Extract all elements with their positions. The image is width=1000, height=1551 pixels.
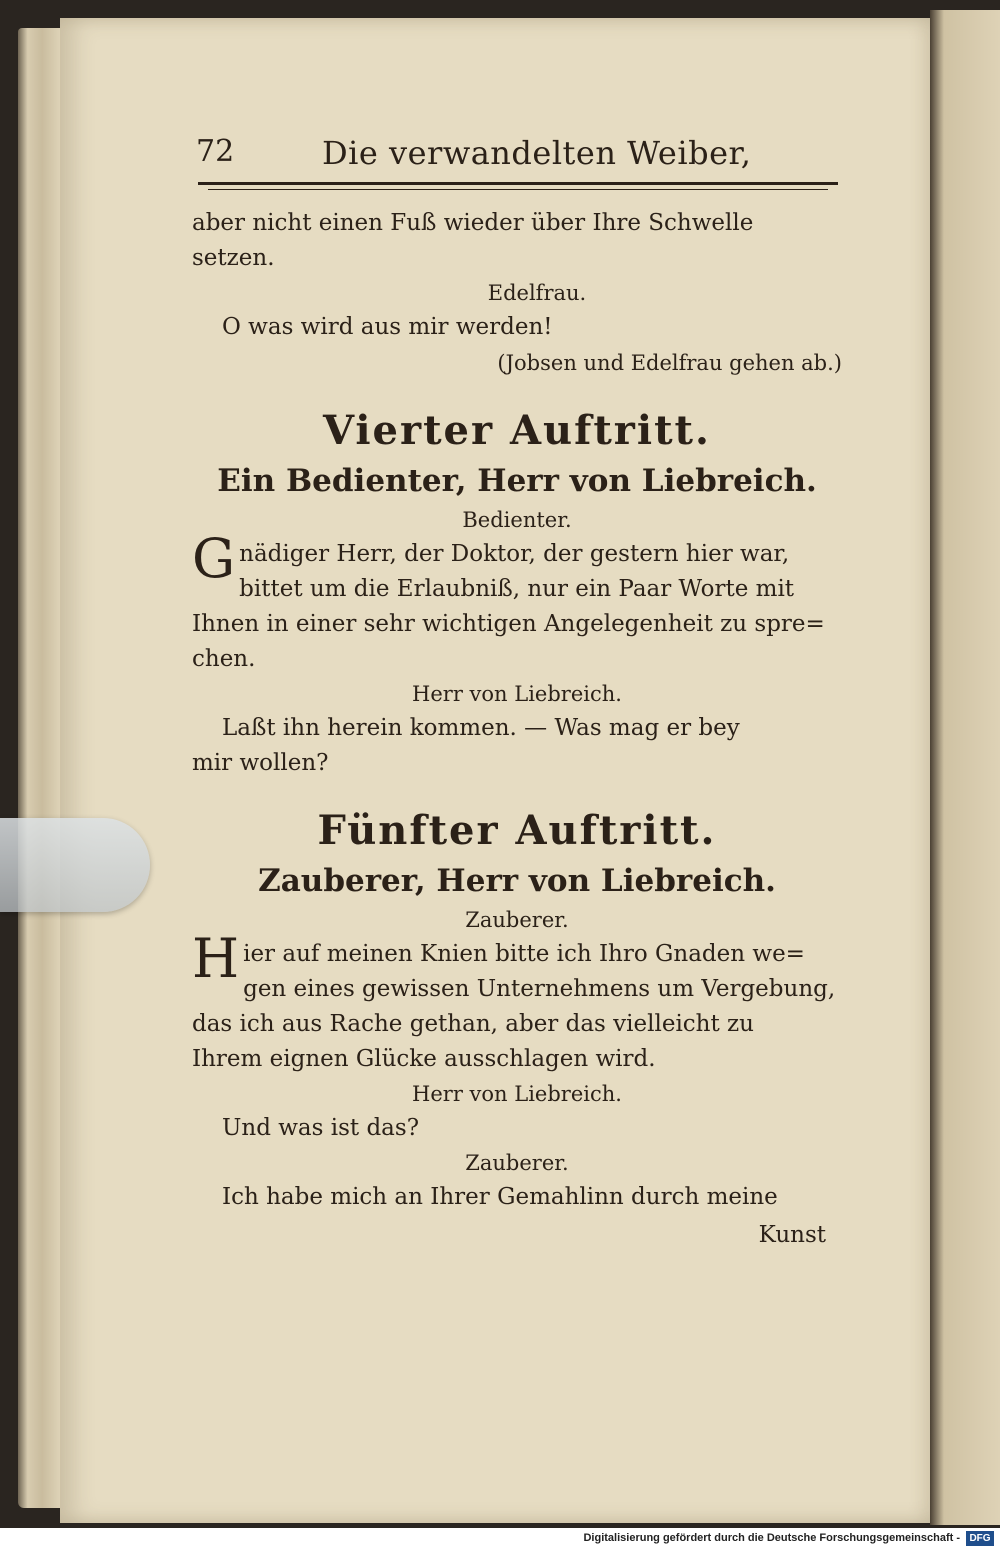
paragraph-line: mir wollen? [192, 750, 329, 776]
page-number: 72 [196, 134, 235, 169]
paragraph-line: das ich aus Rache gethan, aber das vielleicht zu [192, 1011, 754, 1037]
paragraph-line: chen. [192, 646, 256, 672]
paragraph-line: Ihrem eignen Glücke ausschlagen wird. [192, 1046, 656, 1072]
paragraph-line: bittet um die Erlaubniß, nur ein Paar Worte mit [239, 576, 795, 602]
drop-cap: G [192, 527, 236, 590]
paragraph-line: Laßt ihn herein kommen. — Was mag er bey [222, 715, 740, 741]
speaker-label: Edelfrau. [487, 281, 587, 305]
paragraph-line: ier auf meinen Knien bitte ich Ihro Gnaden we= [243, 941, 805, 967]
paragraph-line: Und was ist das? [222, 1115, 420, 1141]
page-clip [0, 818, 150, 912]
header-rule-thin [208, 189, 828, 190]
scene-cast: Ein Bedienter, Herr von Liebreich. [217, 463, 817, 499]
speaker-label: Zauberer. [465, 1151, 569, 1175]
speaker-label: Herr von Liebreich. [412, 682, 622, 706]
speaker-label: Herr von Liebreich. [412, 1082, 622, 1106]
paragraph-line: Ihnen in einer sehr wichtigen Angelegenheit zu spre= [192, 611, 825, 637]
paragraph-line: gen eines gewissen Unternehmens um Vergebung, [243, 976, 836, 1002]
scene-cast: Zauberer, Herr von Liebreich. [258, 863, 776, 899]
speaker-label: Zauberer. [465, 908, 569, 932]
drop-cap: H [192, 927, 240, 990]
paragraph [192, 527, 842, 677]
paragraph-line: O was wird aus mir werden! [222, 314, 553, 340]
footer-bar [0, 1528, 1000, 1551]
facing-page-edge [930, 10, 1000, 1525]
speaker-label: Bedienter. [462, 508, 572, 532]
funding-credit: Digitalisierung gefördert durch die Deutsche Forschungsgemeinschaft - [583, 1532, 960, 1544]
scene-heading: Fünfter Auftritt. [317, 807, 717, 854]
catchword: Kunst [758, 1222, 826, 1248]
header-rule [198, 182, 838, 185]
paragraph [192, 927, 842, 1077]
paragraph-line: Ich habe mich an Ihrer Gemahlinn durch meine [222, 1184, 778, 1210]
page-header [192, 130, 842, 180]
page-text [192, 130, 842, 1255]
paragraph-line: aber nicht einen Fuß wieder über Ihre Schwelle [192, 210, 754, 236]
running-title: Die verwandelten Weiber, [322, 134, 752, 172]
stage-direction: (Jobsen und Edelfrau gehen ab.) [497, 351, 842, 375]
scene-heading: Vierter Auftritt. [323, 407, 711, 454]
paragraph-line: nädiger Herr, der Doktor, der gestern hier war, [239, 541, 790, 567]
paragraph-line: setzen. [192, 245, 275, 271]
dfg-logo: DFG [966, 1531, 994, 1546]
